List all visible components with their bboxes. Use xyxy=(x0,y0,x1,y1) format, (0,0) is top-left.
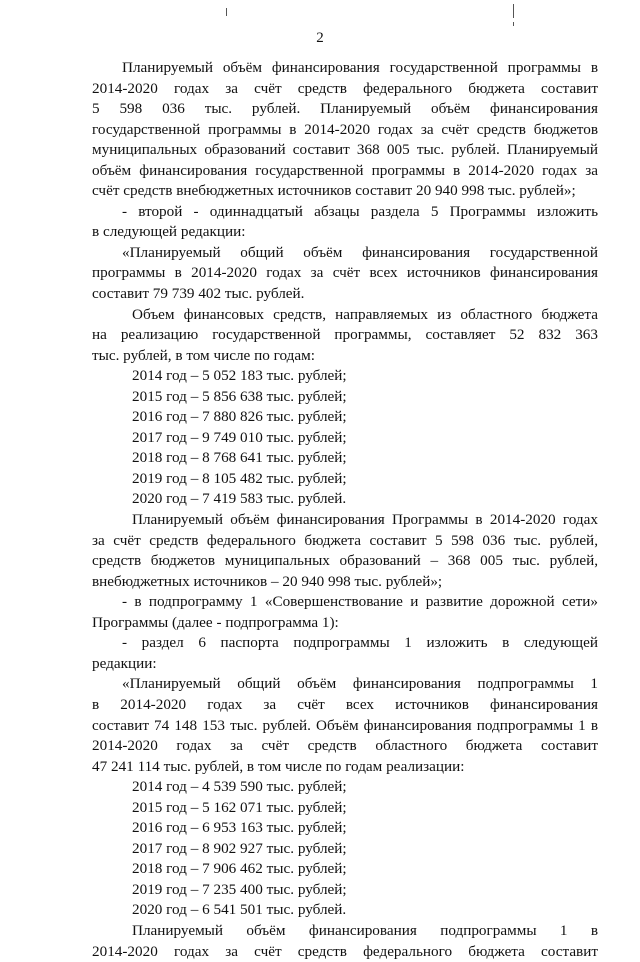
text-line: 47 241 114 тыс. рублей, в том числе по годам реализации: xyxy=(92,757,465,775)
text-line: за счёт средств федерального бюджета составит 5 598 036 тыс. рублей, xyxy=(92,531,598,549)
text-line: «Планируемый общий объём финансирования государственной xyxy=(122,243,598,261)
text-line: 2014-2020 годах за счёт средств областного бюджета составит xyxy=(92,737,598,755)
text-line: составит 74 148 153 тыс. рублей. Объём финансирования подпрограммы 1 в xyxy=(92,716,598,734)
text-line: тыс. рублей, в том числе по годам: xyxy=(92,346,315,364)
text-line: на реализацию государственной программы, составляет 52 832 363 xyxy=(92,326,598,344)
text-line: 2014-2020 годах за счёт средств федерального бюджета составит xyxy=(92,79,598,97)
text-line: 2016 год – 7 880 826 тыс. рублей; xyxy=(132,408,347,426)
text-line: составит 79 739 402 тыс. рублей. xyxy=(92,285,305,303)
text-line: 2020 год – 6 541 501 тыс. рублей. xyxy=(132,901,347,919)
text-line: программы в 2014-2020 годах за счёт всех источников финансирования xyxy=(92,264,598,282)
text-line: 2015 год – 5 162 071 тыс. рублей; xyxy=(132,798,347,816)
text-line: 2014 год – 5 052 183 тыс. рублей; xyxy=(132,367,347,385)
text-line: Объем финансовых средств, направляемых из областного бюджета xyxy=(132,305,598,323)
text-line: - второй - одиннадцатый абзацы раздела 5 Программы изложить xyxy=(122,202,598,220)
text-line: - в подпрограмму 1 «Совершенствование и развитие дорожной сети» xyxy=(122,593,598,611)
text-line: 2019 год – 7 235 400 тыс. рублей; xyxy=(132,880,347,898)
text-line: Планируемый объём финансирования подпрограммы 1 в xyxy=(132,921,598,939)
scan-artifact xyxy=(226,8,227,16)
scan-artifact xyxy=(513,4,514,18)
text-line: редакции: xyxy=(92,654,157,672)
text-line: 2020 год – 7 419 583 тыс. рублей. xyxy=(132,490,347,508)
text-line: 5 598 036 тыс. рублей. Планируемый объём финансирования xyxy=(92,100,598,118)
text-line: государственной программы в 2014-2020 годах за счёт средств бюджетов xyxy=(92,120,598,138)
text-line: - раздел 6 паспорта подпрограммы 1 изложить в следующей xyxy=(122,634,598,652)
text-line: Планируемый объём финансирования Программы в 2014-2020 годах xyxy=(132,511,598,529)
text-line: 2014 год – 4 539 590 тыс. рублей; xyxy=(132,778,347,796)
document-body xyxy=(92,58,598,962)
text-line: 2016 год – 6 953 163 тыс. рублей; xyxy=(132,819,347,837)
text-line: в следующей редакции: xyxy=(92,223,246,241)
text-line: 2014-2020 годах за счёт средств федерального бюджета составит xyxy=(92,942,598,960)
text-line: 2017 год – 8 902 927 тыс. рублей; xyxy=(132,839,347,857)
text-line: 2015 год – 5 856 638 тыс. рублей; xyxy=(132,387,347,405)
text-line: 2018 год – 7 906 462 тыс. рублей; xyxy=(132,860,347,878)
scan-artifact xyxy=(513,22,514,26)
text-line: муниципальных образований составит 368 005 тыс. рублей. Планируемый xyxy=(92,141,598,159)
text-line: 2019 год – 8 105 482 тыс. рублей; xyxy=(132,469,347,487)
text-line: внебюджетных источников – 20 940 998 тыс. рублей»; xyxy=(92,572,443,590)
text-line: объём финансирования государственной программы в 2014-2020 годах за xyxy=(92,161,598,179)
text-line: средств бюджетов муниципальных образований – 368 005 тыс. рублей, xyxy=(92,552,598,570)
text-line: Планируемый объём финансирования государственной программы в xyxy=(122,59,598,76)
page-number: 2 xyxy=(316,30,324,46)
text-line: счёт средств внебюджетных источников составит 20 940 998 тыс. рублей»; xyxy=(92,182,576,200)
text-line: «Планируемый общий объём финансирования подпрограммы 1 xyxy=(122,675,598,693)
text-line: Программы (далее - подпрограмма 1): xyxy=(92,613,339,631)
text-line: 2018 год – 8 768 641 тыс. рублей; xyxy=(132,449,347,467)
text-line: в 2014-2020 годах за счёт всех источников финансирования xyxy=(92,695,598,713)
text-line: 2017 год – 9 749 010 тыс. рублей; xyxy=(132,428,347,446)
